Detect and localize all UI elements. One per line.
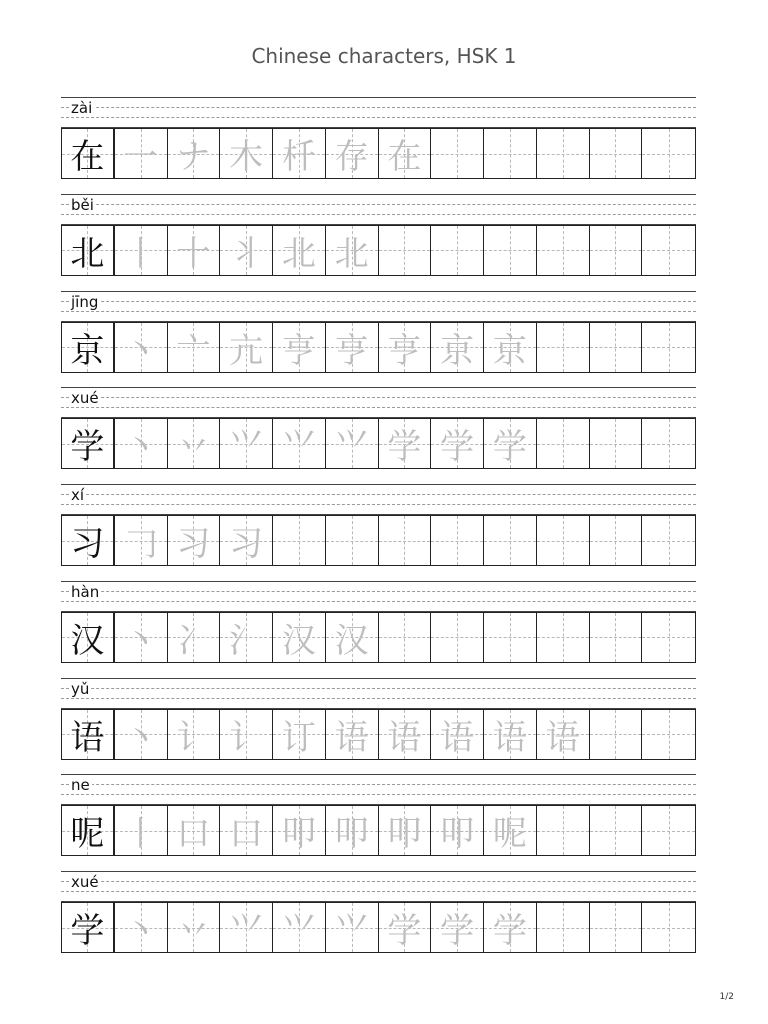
model-cell[interactable] bbox=[62, 226, 115, 275]
trace-character: 𠃌 bbox=[123, 524, 158, 564]
pinyin-guide-line bbox=[61, 871, 696, 872]
pinyin-guide-line bbox=[61, 484, 696, 485]
practice-row bbox=[61, 871, 696, 968]
trace-character: 习 bbox=[176, 524, 211, 564]
practice-cell[interactable] bbox=[484, 613, 537, 662]
model-cell[interactable] bbox=[62, 806, 115, 855]
pinyin-guide-line bbox=[61, 784, 696, 785]
trace-character: ⺍ bbox=[229, 911, 264, 951]
practice-row bbox=[61, 291, 696, 388]
practice-row bbox=[61, 194, 696, 291]
practice-cell[interactable] bbox=[537, 226, 590, 275]
practice-cell[interactable] bbox=[115, 516, 168, 565]
practice-cell[interactable] bbox=[642, 516, 695, 565]
practice-cell[interactable] bbox=[326, 129, 379, 178]
practice-cell[interactable] bbox=[115, 226, 168, 275]
writing-grid bbox=[61, 418, 696, 469]
practice-cell[interactable] bbox=[484, 226, 537, 275]
trace-character: ⺍ bbox=[334, 911, 369, 951]
trace-character: 丨 bbox=[123, 233, 158, 274]
trace-character: ナ bbox=[176, 137, 211, 177]
practice-row bbox=[61, 774, 696, 871]
practice-cell[interactable] bbox=[379, 129, 432, 178]
writing-grid bbox=[61, 805, 696, 856]
practice-cell[interactable] bbox=[484, 323, 537, 372]
pinyin-guide-line bbox=[61, 494, 696, 495]
model-character: 语 bbox=[70, 717, 105, 758]
trace-character: 语 bbox=[334, 717, 369, 758]
practice-cell[interactable] bbox=[590, 806, 643, 855]
practice-row bbox=[61, 387, 696, 484]
pinyin-guide-line bbox=[61, 698, 696, 699]
practice-cell[interactable] bbox=[273, 613, 326, 662]
practice-cell[interactable] bbox=[220, 226, 273, 275]
model-character: 学 bbox=[70, 427, 105, 468]
writing-grid bbox=[61, 515, 696, 566]
practice-cell[interactable] bbox=[326, 613, 379, 662]
practice-cell[interactable] bbox=[168, 806, 221, 855]
trace-character: 在 bbox=[387, 137, 422, 177]
practice-row bbox=[61, 581, 696, 678]
trace-character: 十 bbox=[176, 233, 211, 274]
pinyin-band bbox=[61, 97, 696, 128]
pinyin-guide-line bbox=[61, 504, 696, 505]
practice-cell[interactable] bbox=[590, 710, 643, 759]
practice-cell[interactable] bbox=[642, 710, 695, 759]
writing-grid bbox=[61, 902, 696, 953]
practice-cell[interactable] bbox=[590, 903, 643, 952]
pinyin-guide-line bbox=[61, 214, 696, 215]
practice-cell[interactable] bbox=[431, 903, 484, 952]
trace-character: 冫 bbox=[176, 620, 211, 661]
practice-cell[interactable] bbox=[220, 419, 273, 468]
practice-cell[interactable] bbox=[326, 419, 379, 468]
model-character: 学 bbox=[70, 911, 105, 951]
trace-character: 口 bbox=[229, 814, 264, 855]
practice-cell[interactable] bbox=[379, 419, 432, 468]
practice-cell[interactable] bbox=[220, 129, 273, 178]
pinyin-guide-line bbox=[61, 678, 696, 679]
practice-cell[interactable] bbox=[431, 419, 484, 468]
pinyin-guide-line bbox=[61, 591, 696, 592]
practice-cell[interactable] bbox=[590, 129, 643, 178]
trace-character: 北 bbox=[334, 233, 369, 274]
practice-cell[interactable] bbox=[273, 903, 326, 952]
model-cell[interactable] bbox=[62, 129, 115, 178]
practice-cell[interactable] bbox=[379, 516, 432, 565]
model-cell[interactable] bbox=[62, 419, 115, 468]
model-cell[interactable] bbox=[62, 516, 115, 565]
pinyin-label: jīng bbox=[71, 292, 99, 311]
pinyin-guide-line bbox=[61, 301, 696, 302]
practice-cell[interactable] bbox=[115, 613, 168, 662]
practice-cell[interactable] bbox=[326, 323, 379, 372]
pinyin-label: běi bbox=[71, 195, 94, 214]
practice-cell[interactable] bbox=[642, 613, 695, 662]
trace-character: 丬 bbox=[229, 233, 264, 274]
practice-cell[interactable] bbox=[537, 323, 590, 372]
practice-cell[interactable] bbox=[168, 903, 221, 952]
pinyin-band bbox=[61, 871, 696, 902]
trace-character: 丶 bbox=[123, 717, 158, 758]
pinyin-band bbox=[61, 194, 696, 225]
practice-cell[interactable] bbox=[379, 903, 432, 952]
trace-character: ⺍ bbox=[281, 427, 316, 468]
practice-cell[interactable] bbox=[379, 226, 432, 275]
trace-character: 丷 bbox=[176, 911, 211, 951]
practice-cell[interactable] bbox=[537, 806, 590, 855]
pinyin-band bbox=[61, 678, 696, 709]
trace-character: 叩 bbox=[387, 814, 422, 855]
practice-row bbox=[61, 678, 696, 775]
pinyin-guide-line bbox=[61, 774, 696, 775]
writing-grid bbox=[61, 225, 696, 276]
pinyin-label: ne bbox=[71, 776, 90, 795]
trace-character: 亨 bbox=[281, 330, 316, 371]
trace-character: 叩 bbox=[440, 814, 475, 855]
pinyin-band bbox=[61, 387, 696, 418]
trace-character: 北 bbox=[281, 233, 316, 274]
trace-character: 亢 bbox=[229, 330, 264, 371]
pinyin-label: xí bbox=[71, 486, 85, 504]
practice-cell[interactable] bbox=[115, 710, 168, 759]
model-character: 汉 bbox=[70, 620, 105, 661]
practice-cell[interactable] bbox=[484, 710, 537, 759]
pinyin-guide-line bbox=[61, 204, 696, 205]
trace-character: 呢 bbox=[492, 814, 527, 855]
trace-character: 丶 bbox=[123, 427, 158, 468]
practice-cell[interactable] bbox=[273, 710, 326, 759]
trace-character: 丷 bbox=[176, 427, 211, 468]
practice-cell[interactable] bbox=[168, 710, 221, 759]
practice-cell[interactable] bbox=[220, 613, 273, 662]
practice-cell[interactable] bbox=[168, 323, 221, 372]
practice-cell[interactable] bbox=[326, 806, 379, 855]
trace-character: 丶 bbox=[123, 620, 158, 661]
trace-character: 叩 bbox=[281, 814, 316, 855]
trace-character: 京 bbox=[440, 330, 475, 371]
practice-cell[interactable] bbox=[537, 903, 590, 952]
model-cell[interactable] bbox=[62, 613, 115, 662]
pinyin-guide-line bbox=[61, 891, 696, 892]
practice-cell[interactable] bbox=[642, 129, 695, 178]
practice-cell[interactable] bbox=[115, 903, 168, 952]
practice-cell[interactable] bbox=[379, 710, 432, 759]
practice-cell[interactable] bbox=[326, 516, 379, 565]
pinyin-guide-line bbox=[61, 794, 696, 795]
practice-cell[interactable] bbox=[220, 903, 273, 952]
writing-grid bbox=[61, 612, 696, 663]
practice-cell[interactable] bbox=[537, 710, 590, 759]
practice-cell[interactable] bbox=[326, 710, 379, 759]
practice-rows bbox=[61, 97, 696, 968]
practice-cell[interactable] bbox=[115, 419, 168, 468]
trace-character: ⺍ bbox=[229, 427, 264, 468]
practice-cell[interactable] bbox=[590, 226, 643, 275]
model-cell[interactable] bbox=[62, 903, 115, 952]
practice-cell[interactable] bbox=[168, 516, 221, 565]
practice-cell[interactable] bbox=[379, 613, 432, 662]
pinyin-guide-line bbox=[61, 688, 696, 689]
pinyin-guide-line bbox=[61, 311, 696, 312]
pinyin-guide-line bbox=[61, 407, 696, 408]
practice-cell[interactable] bbox=[115, 806, 168, 855]
trace-character: 亨 bbox=[334, 330, 369, 371]
practice-cell[interactable] bbox=[168, 226, 221, 275]
trace-character: 语 bbox=[387, 717, 422, 758]
pinyin-label: xué bbox=[71, 389, 99, 408]
practice-cell[interactable] bbox=[484, 806, 537, 855]
practice-cell[interactable] bbox=[590, 419, 643, 468]
practice-cell[interactable] bbox=[590, 323, 643, 372]
practice-cell[interactable] bbox=[168, 613, 221, 662]
page-title: Chinese characters, HSK 1 bbox=[251, 44, 517, 68]
practice-cell[interactable] bbox=[168, 129, 221, 178]
trace-character: 讠 bbox=[176, 717, 211, 758]
practice-cell[interactable] bbox=[379, 323, 432, 372]
writing-grid bbox=[61, 128, 696, 179]
practice-cell[interactable] bbox=[379, 806, 432, 855]
pinyin-guide-line bbox=[61, 387, 696, 388]
trace-character: 京 bbox=[492, 330, 527, 371]
trace-character: 习 bbox=[229, 524, 264, 564]
writing-grid bbox=[61, 709, 696, 760]
pinyin-band bbox=[61, 581, 696, 612]
trace-character: 丶 bbox=[123, 911, 158, 951]
trace-character: 口 bbox=[176, 814, 211, 855]
pinyin-band bbox=[61, 774, 696, 805]
practice-cell[interactable] bbox=[590, 613, 643, 662]
trace-character: 亨 bbox=[387, 330, 422, 371]
model-character: 呢 bbox=[70, 814, 105, 855]
practice-cell[interactable] bbox=[642, 806, 695, 855]
practice-cell[interactable] bbox=[431, 613, 484, 662]
trace-character: 丶 bbox=[123, 330, 158, 371]
model-character: 习 bbox=[70, 524, 105, 564]
practice-cell[interactable] bbox=[484, 419, 537, 468]
model-character: 北 bbox=[70, 233, 105, 274]
practice-cell[interactable] bbox=[642, 903, 695, 952]
practice-cell[interactable] bbox=[642, 323, 695, 372]
pinyin-guide-line bbox=[61, 397, 696, 398]
page-number: 1/2 bbox=[719, 992, 734, 1002]
practice-cell[interactable] bbox=[273, 516, 326, 565]
trace-character: 汉 bbox=[281, 620, 316, 661]
trace-character: 存 bbox=[334, 137, 369, 177]
practice-row bbox=[61, 484, 696, 581]
practice-cell[interactable] bbox=[115, 323, 168, 372]
trace-character: 氵 bbox=[229, 620, 264, 661]
practice-cell[interactable] bbox=[220, 516, 273, 565]
practice-cell[interactable] bbox=[431, 710, 484, 759]
trace-character: 叩 bbox=[334, 814, 369, 855]
trace-character: 语 bbox=[492, 717, 527, 758]
pinyin-label: xué bbox=[71, 873, 99, 891]
practice-cell[interactable] bbox=[537, 129, 590, 178]
practice-cell[interactable] bbox=[431, 226, 484, 275]
trace-character: 学 bbox=[440, 427, 475, 468]
pinyin-label: yǔ bbox=[71, 679, 90, 698]
practice-cell[interactable] bbox=[326, 226, 379, 275]
practice-cell[interactable] bbox=[273, 806, 326, 855]
trace-character: 学 bbox=[492, 427, 527, 468]
practice-cell[interactable] bbox=[273, 323, 326, 372]
practice-cell[interactable] bbox=[273, 226, 326, 275]
model-character: 在 bbox=[70, 137, 105, 177]
trace-character: 学 bbox=[440, 911, 475, 951]
practice-cell[interactable] bbox=[590, 516, 643, 565]
practice-cell[interactable] bbox=[273, 129, 326, 178]
trace-character: 学 bbox=[492, 911, 527, 951]
practice-cell[interactable] bbox=[642, 419, 695, 468]
practice-cell[interactable] bbox=[537, 516, 590, 565]
pinyin-band bbox=[61, 291, 696, 322]
practice-cell[interactable] bbox=[220, 323, 273, 372]
trace-character: 汉 bbox=[334, 620, 369, 661]
pinyin-guide-line bbox=[61, 97, 696, 98]
writing-grid bbox=[61, 322, 696, 373]
model-cell[interactable] bbox=[62, 323, 115, 372]
trace-character: 丨 bbox=[123, 814, 158, 855]
practice-cell[interactable] bbox=[220, 710, 273, 759]
trace-character: 语 bbox=[545, 717, 580, 758]
pinyin-guide-line bbox=[61, 291, 696, 292]
trace-character: 学 bbox=[387, 427, 422, 468]
pinyin-label: hàn bbox=[71, 582, 100, 601]
practice-cell[interactable] bbox=[115, 129, 168, 178]
trace-character: 讠 bbox=[229, 717, 264, 758]
pinyin-label: zài bbox=[71, 99, 93, 117]
trace-character: 亠 bbox=[176, 330, 211, 371]
trace-character: 学 bbox=[387, 911, 422, 951]
trace-character: 木 bbox=[229, 137, 264, 177]
trace-character: 杄 bbox=[281, 137, 316, 177]
trace-character: 订 bbox=[281, 717, 316, 758]
practice-cell[interactable] bbox=[484, 903, 537, 952]
pinyin-guide-line bbox=[61, 117, 696, 118]
practice-row bbox=[61, 97, 696, 194]
pinyin-guide-line bbox=[61, 194, 696, 195]
pinyin-guide-line bbox=[61, 581, 696, 582]
trace-character: ⺍ bbox=[334, 427, 369, 468]
practice-cell[interactable] bbox=[537, 419, 590, 468]
pinyin-guide-line bbox=[61, 881, 696, 882]
model-character: 京 bbox=[70, 330, 105, 371]
practice-cell[interactable] bbox=[484, 516, 537, 565]
practice-cell[interactable] bbox=[431, 129, 484, 178]
practice-cell[interactable] bbox=[484, 129, 537, 178]
practice-cell[interactable] bbox=[431, 806, 484, 855]
trace-character: ⺍ bbox=[281, 911, 316, 951]
practice-cell[interactable] bbox=[168, 419, 221, 468]
trace-character: 语 bbox=[440, 717, 475, 758]
practice-cell[interactable] bbox=[537, 613, 590, 662]
practice-cell[interactable] bbox=[431, 516, 484, 565]
practice-cell[interactable] bbox=[431, 323, 484, 372]
pinyin-band bbox=[61, 484, 696, 515]
practice-cell[interactable] bbox=[220, 806, 273, 855]
model-cell[interactable] bbox=[62, 710, 115, 759]
practice-cell[interactable] bbox=[326, 903, 379, 952]
pinyin-guide-line bbox=[61, 107, 696, 108]
trace-character: 一 bbox=[123, 137, 158, 177]
practice-cell[interactable] bbox=[642, 226, 695, 275]
pinyin-guide-line bbox=[61, 601, 696, 602]
practice-cell[interactable] bbox=[273, 419, 326, 468]
